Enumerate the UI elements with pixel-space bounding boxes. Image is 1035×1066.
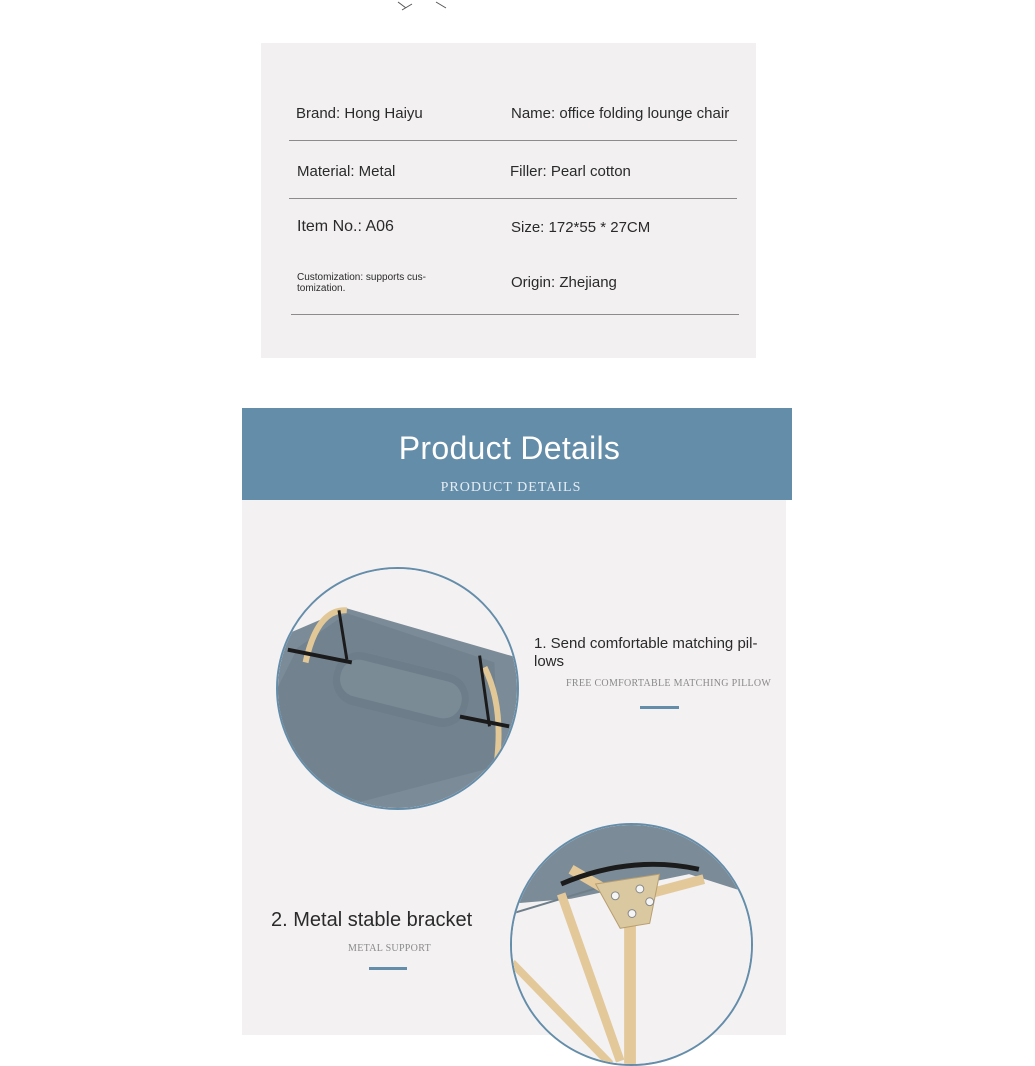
feature-1-title: 1. Send comfortable matching pil-lows xyxy=(534,635,758,670)
product-details-title: Product Details xyxy=(398,430,621,466)
spec-name: Name: office folding lounge chair xyxy=(511,105,730,122)
feature-2-subtitle: METAL SUPPORT xyxy=(348,943,431,954)
product-details-subtitle: PRODUCT DETAILS xyxy=(440,480,582,495)
feature-1-subtitle: FREE COMFORTABLE MATCHING PILLOW xyxy=(566,678,772,689)
spec-customization: Customization: supports cus-tomization. xyxy=(297,272,426,294)
spec-filler: Filler: Pearl cotton xyxy=(510,163,631,180)
pillow-photo xyxy=(276,567,519,810)
spec-divider xyxy=(291,314,739,315)
spec-divider xyxy=(289,198,737,199)
product-details-body xyxy=(242,500,786,1035)
spec-item-no: Item No.: A06 xyxy=(297,218,394,235)
spec-divider xyxy=(289,140,737,141)
feature-2-accent-bar xyxy=(369,967,407,970)
specification-card xyxy=(261,43,756,358)
pillow-illustration xyxy=(278,569,517,808)
product-details-header xyxy=(242,408,792,500)
bracket-photo xyxy=(510,823,753,1066)
spec-material: Material: Metal xyxy=(297,163,396,180)
decorative-line-icon xyxy=(392,0,452,12)
spec-size: Size: 172*55 * 27CM xyxy=(511,219,651,236)
feature-1-accent-bar xyxy=(640,706,679,709)
spec-brand: Brand: Hong Haiyu xyxy=(296,105,423,122)
spec-origin: Origin: Zhejiang xyxy=(511,274,617,291)
bracket-illustration xyxy=(512,825,751,1064)
feature-2-title: 2. Metal stable bracket xyxy=(271,909,473,931)
